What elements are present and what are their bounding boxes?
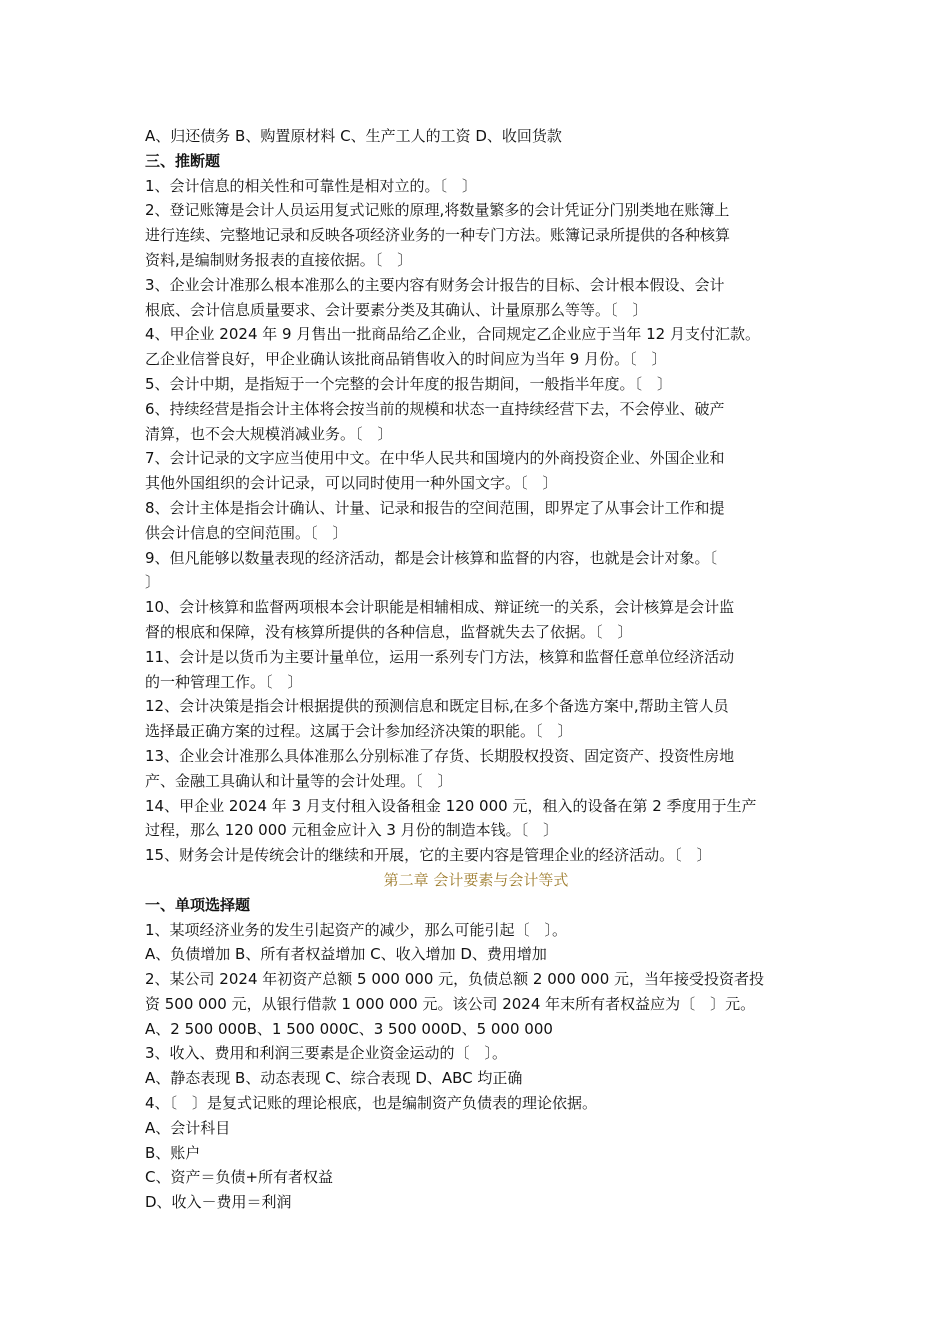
text-line: 产、金融工具确认和计量等的会计处理。〔 〕 <box>145 771 453 790</box>
text-line: 1、会计信息的相关性和可靠性是相对立的。〔 〕 <box>145 176 478 195</box>
text-line: A、归还债务 B、购置原材料 C、生产工人的工资 D、收回货款 <box>145 127 562 145</box>
text-line: C、资产＝负债+所有者权益 <box>145 1168 334 1187</box>
text-line: A、会计科目 <box>145 1118 231 1137</box>
text-line: 2、登记账簿是会计人员运用复式记账的原理,将数量繁多的会计凭证分门别类地在账簿上 <box>145 201 730 220</box>
section-heading-single-choice: 一、单项选择题 <box>145 895 251 914</box>
text-line: B、账户 <box>145 1143 201 1162</box>
text-line: 供会计信息的空间范围。〔 〕 <box>145 523 348 542</box>
text-line: 清算，也不会大规模消减业务。〔 〕 <box>145 424 393 443</box>
text-line: 选择最正确方案的过程。这属于会计参加经济决策的职能。〔 〕 <box>145 722 573 741</box>
text-line: 7、会计记录的文字应当使用中文。在中华人民共和国境内的外商投资企业、外国企业和 <box>145 449 725 468</box>
chapter-title: 第二章 会计要素与会计等式 <box>383 870 569 889</box>
text-line: 3、企业会计准那么根本准那么的主要内容有财务会计报告的目标、会计根本假设、会计 <box>145 275 725 294</box>
text-line: 11、会计是以货币为主要计量单位，运用一系列专门方法，核算和监督任意单位经济活动 <box>145 647 735 666</box>
text-line: 的一种管理工作。〔 〕 <box>145 672 303 691</box>
text-line: 10、会计核算和监督两项根本会计职能是相辅相成、辩证统一的关系，会计核算是会计监 <box>145 598 735 617</box>
text-line: 12、会计决策是指会计根据提供的预测信息和既定目标,在多个备选方案中,帮助主管人员 <box>145 697 729 716</box>
text-line: 〕 <box>145 573 161 592</box>
text-line: 进行连续、完整地记录和反映各项经济业务的一种专门方法。账簿记录所提供的各种核算 <box>145 226 731 245</box>
document-page <box>145 124 807 1215</box>
text-line: 13、企业会计准那么具体准那么分别标准了存货、长期股权投资、固定资产、投资性房地 <box>145 746 735 765</box>
text-line: 8、会计主体是指会计确认、计量、记录和报告的空间范围，即界定了从事会计工作和提 <box>145 498 725 517</box>
text-line: A、2 500 000B、1 500 000C、3 500 000D、5 000 000 <box>145 1019 553 1038</box>
text-line: 6、持续经营是指会计主体将会按当前的规模和状态一直持续经营下去，不会停业、破产 <box>145 399 725 418</box>
text-line: 4、甲企业 2024 年 9 月售出一批商品给乙企业，合同规定乙企业应于当年 12 月支付汇款。 <box>145 325 760 344</box>
text-line: 乙企业信誉良好，甲企业确认该批商品销售收入的时间应为当年 9 月份。〔 〕 <box>145 350 667 369</box>
text-line: 15、财务会计是传统会计的继续和开展，它的主要内容是管理企业的经济活动。〔 〕 <box>145 846 712 865</box>
text-line: 根底、会计信息质量要求、会计要素分类及其确认、计量原那么等等。〔 〕 <box>145 300 648 319</box>
text-line: D、收入－费用＝利润 <box>145 1193 292 1212</box>
section-heading-judgment: 三、推断题 <box>145 151 221 170</box>
text-line: 9、但凡能够以数量表现的经济活动，都是会计核算和监督的内容，也就是会计对象。〔 <box>145 548 718 567</box>
text-line: A、负债增加 B、所有者权益增加 C、收入增加 D、费用增加 <box>145 945 547 964</box>
text-line: 2、某公司 2024 年初资产总额 5 000 000 元，负债总额 2 000 000 元，当年接受投资者投 <box>145 970 765 989</box>
text-line: 3、收入、费用和利润三要素是企业资金运动的〔 〕。 <box>145 1044 508 1063</box>
text-line: 4、〔 〕是复式记账的理论根底，也是编制资产负债表的理论依据。 <box>145 1094 598 1113</box>
text-line: 1、某项经济业务的发生引起资产的减少，那么可能引起〔 〕。 <box>145 920 568 939</box>
text-line: 其他外国组织的会计记录，可以同时使用一种外国文字。〔 〕 <box>145 474 558 493</box>
text-line: 14、甲企业 2024 年 3 月支付租入设备租金 120 000 元，租入的设备在第 2 季度用于生产 <box>145 796 757 815</box>
text-line: 督的根底和保障，没有核算所提供的各种信息，监督就失去了依据。〔 〕 <box>145 622 633 641</box>
text-line: 资料,是编制财务报表的直接依据。〔 〕 <box>145 250 413 269</box>
text-line: 5、会计中期，是指短于一个完整的会计年度的报告期间，一般指半年度。〔 〕 <box>145 374 673 393</box>
text-line: 过程，那么 120 000 元租金应计入 3 月份的制造本钱。〔 〕 <box>145 821 559 840</box>
text-line: A、静态表现 B、动态表现 C、综合表现 D、ABC 均正确 <box>145 1069 523 1088</box>
text-line: 资 500 000 元，从银行借款 1 000 000 元。该公司 2024 年末所有者权益应为〔 〕元。 <box>145 994 756 1013</box>
